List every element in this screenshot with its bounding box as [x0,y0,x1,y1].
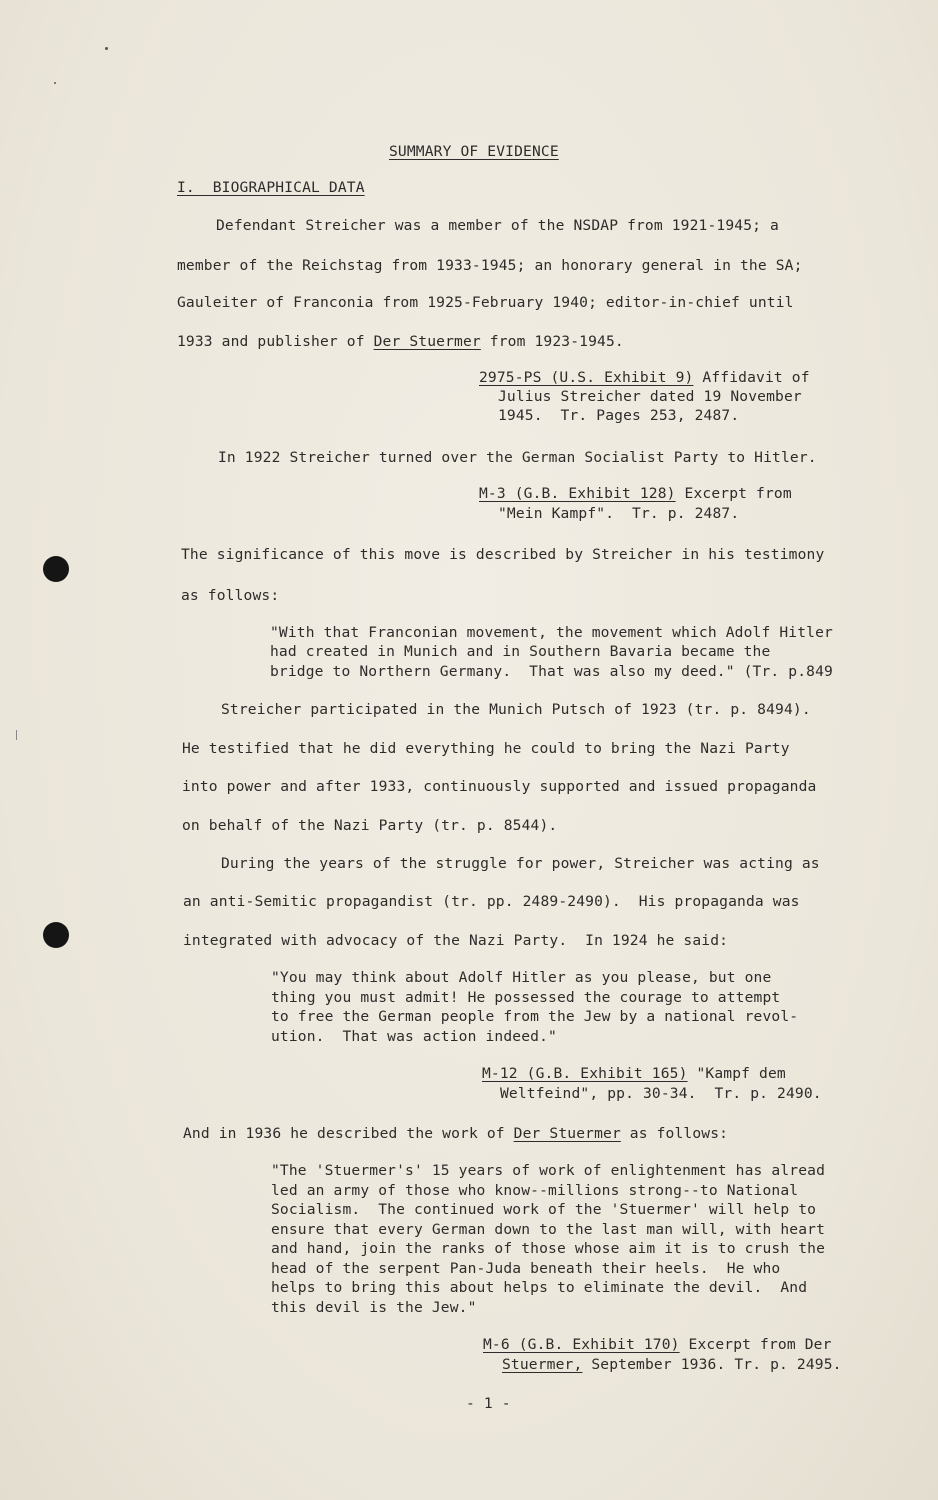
paragraph-line: into power and after 1933, continuously supported and issued propaganda [182,778,817,795]
paragraph-line: During the years of the struggle for power, Streicher was acting as [221,855,820,872]
paragraph-line: as follows: [181,587,280,604]
exhibit-reference: M-12 (G.B. Exhibit 165) [482,1065,688,1082]
quote-line: led an army of those who know--millions strong--to National [271,1182,799,1199]
page-title: SUMMARY OF EVIDENCE [389,143,559,160]
paragraph-line: And in 1936 he described the work of Der Stuermer as follows: [183,1125,729,1142]
quote-line: had created in Munich and in Southern Bavaria became the [270,643,771,660]
paragraph-line: integrated with advocacy of the Nazi Party. In 1924 he said: [183,932,729,949]
paper-mark [16,730,17,740]
exhibit-reference: M-6 (G.B. Exhibit 170) [483,1336,680,1353]
quote-line: bridge to Northern Germany. That was also my deed." (Tr. p.849 [270,663,833,680]
quote-line: Socialism. The continued work of the 'Stuermer' will help to [271,1201,817,1218]
punch-hole [43,556,69,582]
citation-line: Stuermer, September 1936. Tr. p. 2495. [502,1356,842,1373]
paragraph-line: member of the Reichstag from 1933-1945; an honorary general in the SA; [177,257,803,274]
paragraph-line: Streicher participated in the Munich Putsch of 1923 (tr. p. 8494). [221,701,811,718]
citation-line: "Mein Kampf". Tr. p. 2487. [498,505,740,522]
quote-line: and hand, join the ranks of those whose aim it is to crush the [271,1240,826,1257]
quote-line: "With that Franconian movement, the movement which Adolf Hitler [270,624,833,641]
citation: M-6 (G.B. Exhibit 170) Excerpt from Der [483,1336,832,1353]
citation-line: 1945. Tr. Pages 253, 2487. [498,407,740,424]
quote-line: ution. That was action indeed." [271,1028,557,1045]
exhibit-reference: 2975-PS (U.S. Exhibit 9) [479,369,694,386]
paragraph-line: In 1922 Streicher turned over the German Socialist Party to Hitler. [218,449,817,466]
quote-line: helps to bring this about helps to eliminate the devil. And [271,1279,808,1296]
page-number: - 1 - [466,1395,511,1412]
publication-title: Stuermer, [502,1356,583,1373]
paragraph-line: Gauleiter of Franconia from 1925-February 1940; editor-in-chief until [177,294,794,311]
publication-title: Der Stuermer [373,333,481,350]
section-heading: I. BIOGRAPHICAL DATA [177,179,365,196]
paragraph-line: The significance of this move is described by Streicher in his testimony [181,546,825,563]
exhibit-reference: M-3 (G.B. Exhibit 128) [479,485,676,502]
paragraph-line: Defendant Streicher was a member of the NSDAP from 1921-1945; a [216,217,779,234]
citation: M-12 (G.B. Exhibit 165) "Kampf dem [482,1065,786,1082]
quote-line: "You may think about Adolf Hitler as you please, but one [271,969,772,986]
paragraph-line: an anti-Semitic propagandist (tr. pp. 2489-2490). His propaganda was [183,893,800,910]
citation-line: Julius Streicher dated 19 November [498,388,802,405]
quote-line: "The 'Stuermer's' 15 years of work of enlightenment has alread [271,1162,826,1179]
citation: 2975-PS (U.S. Exhibit 9) Affidavit of [479,369,810,386]
citation-line: Weltfeind", pp. 30-34. Tr. p. 2490. [500,1085,822,1102]
paragraph-line: He testified that he did everything he could to bring the Nazi Party [182,740,790,757]
punch-hole [43,922,69,948]
quote-line: head of the serpent Pan-Juda beneath their heels. He who [271,1260,781,1277]
quote-line: this devil is the Jew." [271,1299,477,1316]
publication-title: Der Stuermer [513,1125,621,1142]
quote-line: ensure that every German down to the last man will, with heart [271,1221,826,1238]
paragraph-line: 1933 and publisher of Der Stuermer from 1923-1945. [177,333,624,350]
citation: M-3 (G.B. Exhibit 128) Excerpt from [479,485,792,502]
quote-line: to free the German people from the Jew by a national revol- [271,1008,799,1025]
paper-speck [54,82,56,84]
paper-speck [105,47,108,50]
quote-line: thing you must admit! He possessed the courage to attempt [271,989,781,1006]
paragraph-line: on behalf of the Nazi Party (tr. p. 8544). [182,817,558,834]
